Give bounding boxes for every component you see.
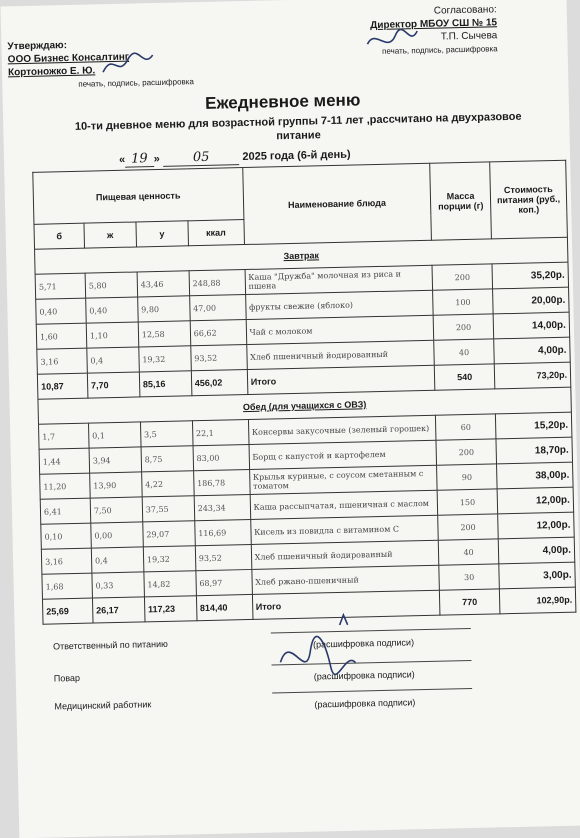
nutrition-zh: 13,90 [90, 472, 142, 498]
nutrition-b: 5,71 [35, 273, 85, 299]
dish-name: Каша "Дружба" молочная из риса и пшена [245, 265, 433, 294]
col-zh: ж [84, 222, 136, 248]
signature-line-2 [272, 688, 472, 694]
nutrition-zh: 7,50 [90, 497, 142, 523]
signature-scribble-cook [269, 611, 361, 683]
nutrition-zh: 1,10 [86, 322, 138, 348]
nutrition-b: 11,20 [40, 473, 90, 499]
menu-table [32, 160, 576, 625]
dish-mass: 200 [438, 514, 498, 540]
dish-mass: 60 [436, 414, 496, 440]
nutrition-kcal: 186,78 [193, 469, 249, 495]
nutrition-u: 8,75 [141, 446, 193, 472]
nutrition-b: 3,16 [41, 548, 91, 574]
signature-caption-2: (расшифровка подписи) [314, 697, 416, 710]
col-cost: Стоимость питания (руб., коп.) [490, 160, 568, 239]
nutrition-b: 3,16 [37, 348, 87, 374]
agreed-label: Согласовано: [433, 4, 497, 17]
dish-price: 35,20р. [492, 262, 569, 289]
dish-price: 18,70р. [496, 437, 573, 464]
dish-price: 38,00р. [497, 462, 574, 489]
nutrition-zh: 0,1 [88, 422, 140, 448]
col-mass: Масса порции (г) [430, 162, 492, 240]
dish-price: 12,00р. [497, 487, 574, 514]
signature-scribble-approved [98, 49, 159, 80]
nutrition-b: 0,40 [36, 298, 86, 324]
date-month: 05 [163, 149, 240, 167]
col-kcal: ккал [188, 220, 244, 246]
total-kcal: 814,40 [196, 594, 252, 620]
nutrition-kcal: 248,88 [189, 270, 245, 296]
signature-scribble-agreed [361, 23, 422, 58]
nutrition-zh: 3,94 [89, 447, 141, 473]
dish-name: Крылья куриные, с соусом сметанным с томатом [249, 465, 437, 494]
total-zh: 26,17 [92, 597, 144, 623]
agreed-name: Т.П. Сычева [440, 30, 498, 43]
nutrition-u: 9,80 [137, 296, 189, 322]
dish-mass: 40 [438, 539, 498, 565]
nutrition-u: 14,82 [144, 571, 196, 597]
nutrition-u: 19,32 [143, 546, 195, 572]
nutrition-zh: 0,40 [86, 297, 138, 323]
dish-mass: 30 [439, 564, 499, 590]
dish-mass: 200 [436, 439, 496, 465]
dish-mass: 200 [433, 314, 493, 340]
dish-price: 14,00р. [493, 312, 570, 339]
date-year: 2025 года (6-й день) [242, 148, 351, 164]
dish-mass: 40 [434, 339, 494, 365]
nutrition-u: 4,22 [141, 471, 193, 497]
dish-price: 20,00р. [493, 287, 570, 314]
nutrition-kcal: 66,62 [190, 320, 246, 346]
dish-price: 15,20р. [495, 412, 572, 439]
nutrition-b: 1,60 [36, 323, 86, 349]
agreed-position: Директор МБОУ СШ № 15 [370, 17, 498, 32]
signature-role-0: Ответственный по питанию [52, 638, 168, 652]
nutrition-b: 0,10 [41, 523, 91, 549]
total-u: 85,16 [139, 371, 191, 397]
menu-date: « 19 » 05 2025 года (6-й день) [118, 148, 351, 167]
col-dish: Наименование блюда [242, 163, 431, 244]
dish-mass: 150 [437, 489, 497, 515]
dish-price: 12,00р. [498, 512, 575, 539]
nutrition-zh: 0,4 [91, 547, 143, 573]
nutrition-kcal: 116,69 [194, 519, 250, 545]
dish-name: Хлеб пшеничный йодированный [246, 340, 434, 369]
dish-name: Хлеб пшеничный йодированный [251, 540, 439, 569]
date-day: 19 [125, 151, 154, 168]
nutrition-kcal: 68,97 [196, 569, 252, 595]
dish-name: Хлеб ржано-пшеничный [251, 565, 439, 594]
dish-name: Чай с молоком [246, 315, 434, 344]
approved-label: Утверждаю: [7, 40, 68, 53]
dish-price: 3,00р. [499, 562, 576, 589]
nutrition-u: 12,58 [138, 321, 190, 347]
signature-caption-0: (расшифровка подписи) [312, 637, 415, 650]
nutrition-u: 19,32 [139, 346, 191, 372]
signature-caption-1: (расшифровка подписи) [313, 669, 415, 682]
dish-mass: 200 [432, 264, 492, 290]
breakfast-title: Завтрак [35, 237, 568, 274]
nutrition-b: 1,68 [42, 573, 92, 599]
nutrition-zh: 0,4 [87, 347, 139, 373]
total-zh: 7,70 [87, 372, 139, 398]
nutrition-kcal: 243,34 [194, 494, 250, 520]
nutrition-kcal: 83,00 [193, 444, 249, 470]
col-nutrition: Пищевая ценность [33, 168, 244, 225]
total-price: 73,20р. [494, 362, 571, 389]
total-b: 25,69 [42, 598, 92, 624]
nutrition-kcal: 22,1 [192, 419, 248, 445]
lunch-title: Обед (для учащихся с ОВЗ) [38, 387, 571, 424]
menu-table-body [35, 237, 576, 624]
nutrition-u: 43,46 [137, 271, 189, 297]
dish-name: Кисель из повидла с витамином С [250, 515, 438, 544]
total-label: Итого [247, 365, 435, 394]
nutrition-zh: 0,00 [91, 522, 143, 548]
total-u: 117,23 [144, 596, 196, 622]
col-u: у [136, 221, 188, 247]
nutrition-kcal: 93,52 [195, 544, 251, 570]
total-label: Итого [252, 590, 440, 619]
dish-mass: 100 [433, 289, 493, 315]
nutrition-u: 3,5 [140, 421, 192, 447]
dish-price: 4,00р. [494, 337, 571, 364]
nutrition-u: 29,07 [143, 521, 195, 547]
page-subtitle: 10-ти дневное меню для возрастной группы 7-11 лет ,рассчитано на двухразовое питание [74, 110, 522, 143]
dish-name: фрукты свежие (яблоко) [245, 290, 433, 319]
nutrition-b: 6,41 [40, 498, 90, 524]
dish-name: Каша рассыпчатая, пшеничная с маслом [250, 490, 438, 519]
signature-role-2: Медицинский работник [54, 699, 152, 712]
page-title: Ежедневное меню [204, 90, 361, 113]
total-price: 102,90р. [499, 587, 576, 614]
nutrition-u: 37,55 [142, 496, 194, 522]
menu-sheet [1, 0, 580, 838]
total-mass: 770 [440, 589, 500, 615]
total-mass: 540 [434, 364, 494, 390]
signature-role-1: Повар [53, 672, 81, 684]
dish-mass: 90 [437, 464, 497, 490]
approved-name: Кортоножко Е. Ю. [7, 65, 96, 79]
dish-name: Консервы закусочные (зеленый горошек) [248, 415, 436, 444]
approved-caption: печать, подпись, расшифровка [78, 77, 194, 89]
nutrition-kcal: 47,00 [189, 295, 245, 321]
col-b: б [34, 223, 84, 249]
nutrition-zh: 5,80 [85, 272, 137, 298]
nutrition-b: 1,7 [39, 423, 89, 449]
dish-name: Борщ с капустой и картофелем [249, 440, 437, 469]
nutrition-b: 1,44 [39, 448, 89, 474]
total-b: 10,87 [37, 373, 87, 399]
nutrition-kcal: 93,52 [191, 345, 247, 371]
approved-org: ООО Бизнес Консалтинг [7, 51, 130, 66]
agreed-caption: печать, подпись, расшифровка [381, 44, 498, 56]
dish-price: 4,00р. [498, 537, 575, 564]
total-kcal: 456,02 [191, 370, 247, 396]
nutrition-zh: 0,33 [92, 572, 144, 598]
